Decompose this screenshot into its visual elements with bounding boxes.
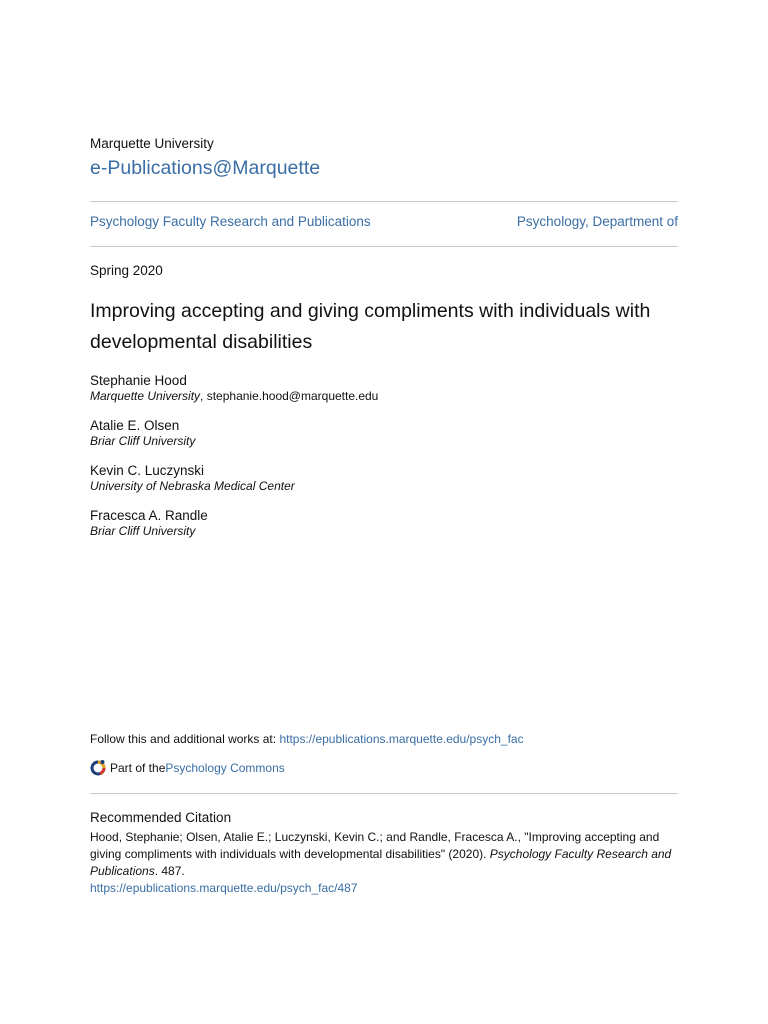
affiliation-name: Briar Cliff University bbox=[90, 524, 196, 538]
citation-link[interactable]: https://epublications.marquette.edu/psych_fac/487 bbox=[90, 881, 358, 895]
author-name: Fracesca A. Randle bbox=[90, 508, 208, 523]
divider bbox=[90, 201, 678, 202]
affiliation-name: Briar Cliff University bbox=[90, 434, 196, 448]
publication-date: Spring 2020 bbox=[90, 263, 163, 278]
author-affiliation bbox=[90, 434, 678, 449]
author-affiliation bbox=[90, 479, 678, 494]
repository-link[interactable]: e-Publications@Marquette bbox=[90, 157, 321, 179]
author-email: stephanie.hood@marquette.edu bbox=[206, 389, 379, 403]
divider bbox=[90, 246, 678, 247]
paper-title: Improving accepting and giving compliments with individuals with developmental disabilities bbox=[90, 300, 651, 353]
commons-link[interactable]: Psychology Commons bbox=[165, 760, 285, 775]
citation-number: . 487. bbox=[154, 864, 185, 878]
author-affiliation: Marquette University, stephanie.hood@marquette.edu bbox=[90, 389, 379, 403]
divider bbox=[90, 793, 678, 794]
affiliation-name: Marquette University bbox=[90, 389, 201, 403]
citation-journal: Psychology Faculty Research and Publications bbox=[90, 847, 672, 878]
author-entry bbox=[90, 372, 678, 404]
author-list bbox=[90, 372, 678, 552]
part-of-line bbox=[90, 759, 285, 776]
commons-logo-icon bbox=[90, 759, 107, 776]
author-entry bbox=[90, 462, 678, 494]
author-affiliation bbox=[90, 524, 678, 539]
affiliation-name: University of Nebraska Medical Center bbox=[90, 479, 295, 493]
author-entry bbox=[90, 417, 678, 449]
partof-text: Part of the bbox=[110, 760, 166, 775]
citation-heading: Recommended Citation bbox=[90, 810, 232, 825]
follow-text: Follow this and additional works at: bbox=[90, 732, 280, 746]
follow-line bbox=[90, 732, 524, 746]
citation-text: Hood, Stephanie; Olsen, Atalie E.; Luczynski, Kevin C.; and Randle, Fracesca A., "Improving accepting and giving compliments with individuals with developmental disabilities" (2020). bbox=[90, 830, 660, 861]
collection-url-link[interactable]: https://epublications.marquette.edu/psych_fac bbox=[279, 732, 524, 746]
author-name: Atalie E. Olsen bbox=[90, 418, 180, 433]
author-name: Kevin C. Luczynski bbox=[90, 463, 205, 478]
author-name: Stephanie Hood bbox=[90, 373, 187, 388]
institution-name: Marquette University bbox=[90, 136, 214, 151]
collection-link[interactable]: Psychology Faculty Research and Publications bbox=[90, 214, 371, 229]
citation-body bbox=[90, 829, 682, 897]
department-link[interactable]: Psychology, Department of bbox=[516, 214, 678, 229]
author-entry bbox=[90, 507, 678, 539]
